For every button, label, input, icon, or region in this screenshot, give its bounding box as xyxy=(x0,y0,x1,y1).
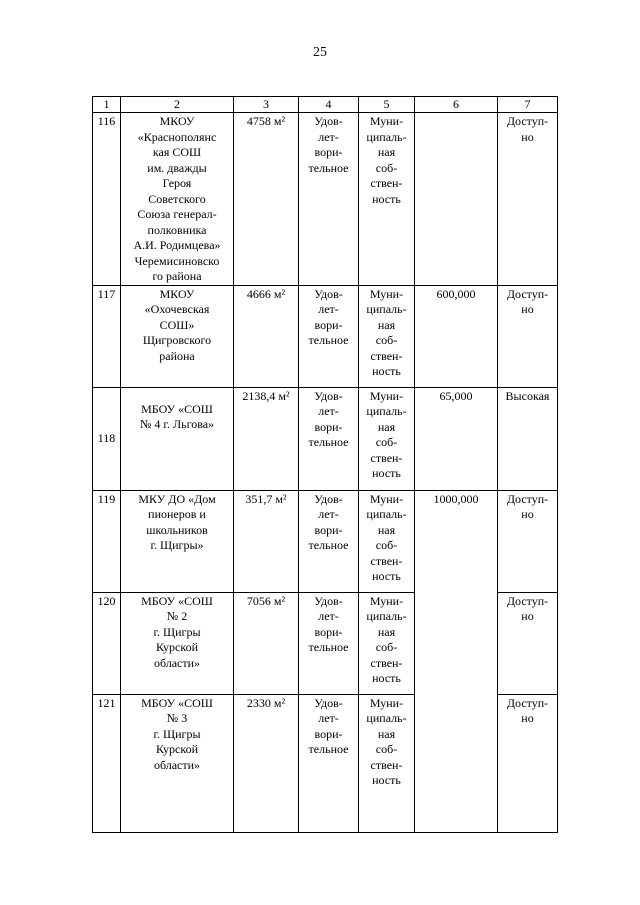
condition-value: Удов- лет- вори- тельное xyxy=(308,593,349,654)
header-cell-3: 3 xyxy=(234,97,299,113)
header-cell-2: 2 xyxy=(121,97,234,113)
row-number-cell xyxy=(93,694,121,832)
amount-value: 1000,000 xyxy=(433,491,479,506)
row-number: 116 xyxy=(97,114,116,128)
condition-cell xyxy=(299,592,359,694)
area-cell xyxy=(234,592,299,694)
institution-name-cell xyxy=(121,285,234,387)
ownership-cell xyxy=(359,285,415,387)
header-cell-1: 1 xyxy=(93,97,121,113)
ownership-cell xyxy=(359,113,415,286)
area-value: 4758 м² xyxy=(246,114,286,128)
institution-name-cell xyxy=(121,694,234,832)
ownership-cell xyxy=(359,592,415,694)
table-row xyxy=(93,113,558,286)
area-cell xyxy=(234,113,299,286)
institution-name-cell xyxy=(121,592,234,694)
area-value: 2330 м² xyxy=(246,695,286,710)
amount-value: 65,000 xyxy=(439,388,473,403)
access-value: Доступ- но xyxy=(506,491,549,521)
institution-name: МБОУ «СОШ № 2 г. Щигры Курской области» xyxy=(141,593,213,670)
header-cell-7: 7 xyxy=(498,97,558,113)
institution-name: МБОУ «СОШ № 3 г. Щигры Курской области» xyxy=(141,695,213,772)
ownership-value: Муни- ципаль- ная соб- ствен- ность xyxy=(366,114,407,206)
amount-cell xyxy=(415,387,498,490)
area-value: 2138,4 м² xyxy=(242,388,290,403)
institution-name: МКОУ «Краснополянс кая СОШ им. дважды Героя Советского Союза генерал- полковника А.И. Родимцева» Черемисиновско го района xyxy=(133,114,221,283)
condition-cell xyxy=(299,285,359,387)
condition-value: Удов- лет- вори- тельное xyxy=(308,114,349,175)
table-row xyxy=(93,387,558,490)
access-cell xyxy=(498,694,558,832)
ownership-cell xyxy=(359,694,415,832)
amount-value: 600,000 xyxy=(436,286,476,301)
area-cell xyxy=(234,285,299,387)
amount-value xyxy=(416,113,496,114)
access-cell xyxy=(498,592,558,694)
row-number: 120 xyxy=(97,593,116,608)
condition-cell xyxy=(299,113,359,286)
access-value: Доступ- но xyxy=(506,695,549,725)
condition-value: Удов- лет- вори- тельное xyxy=(308,388,349,449)
table-row xyxy=(93,490,558,592)
header-cell-6: 6 xyxy=(415,97,498,113)
access-value: Доступ- но xyxy=(506,286,549,316)
condition-cell xyxy=(299,490,359,592)
access-cell xyxy=(498,113,558,286)
amount-cell xyxy=(415,285,498,387)
row-number-cell xyxy=(93,285,121,387)
facilities-table xyxy=(92,96,558,833)
institution-name-cell xyxy=(121,387,234,490)
page-number: 25 xyxy=(313,45,327,60)
access-cell xyxy=(498,285,558,387)
ownership-cell xyxy=(359,387,415,490)
access-value: Доступ- но xyxy=(506,593,549,623)
row-number: 119 xyxy=(97,491,116,506)
access-value: Высокая xyxy=(505,388,550,403)
institution-name: МКУ ДО «Дом пионеров и школьников г. Щигры» xyxy=(138,491,216,552)
area-value: 351,7 м² xyxy=(245,491,287,506)
ownership-value: Муни- ципаль- ная соб- ствен- ность xyxy=(366,388,407,480)
condition-cell xyxy=(299,694,359,832)
condition-value: Удов- лет- вори- тельное xyxy=(308,286,349,347)
row-number-cell xyxy=(93,592,121,694)
row-number: 121 xyxy=(97,695,116,710)
area-cell xyxy=(234,490,299,592)
amount-cell xyxy=(415,490,498,832)
ownership-cell xyxy=(359,490,415,592)
institution-name-cell xyxy=(121,490,234,592)
area-value: 4666 м² xyxy=(246,286,286,301)
access-cell xyxy=(498,490,558,592)
ownership-value: Муни- ципаль- ная соб- ствен- ность xyxy=(366,593,407,685)
ownership-value: Муни- ципаль- ная соб- ствен- ность xyxy=(366,286,407,378)
condition-cell xyxy=(299,387,359,490)
institution-name: МКОУ «Охочевская СОШ» Щигровского района xyxy=(142,286,212,363)
row-number-cell xyxy=(93,387,121,490)
ownership-value: Муни- ципаль- ная соб- ствен- ность xyxy=(366,695,407,787)
access-value: Доступ- но xyxy=(506,114,549,144)
area-cell xyxy=(234,694,299,832)
ownership-value: Муни- ципаль- ная соб- ствен- ность xyxy=(366,491,407,583)
access-cell xyxy=(498,387,558,490)
area-value: 7056 м² xyxy=(246,593,286,608)
amount-cell xyxy=(415,113,498,286)
header-cell-4: 4 xyxy=(299,97,359,113)
row-number: 117 xyxy=(97,286,116,301)
row-number-cell xyxy=(93,490,121,592)
area-cell xyxy=(234,387,299,490)
table-row xyxy=(93,285,558,387)
row-number-cell xyxy=(93,113,121,286)
condition-value: Удов- лет- вори- тельное xyxy=(308,695,349,756)
header-cell-5: 5 xyxy=(359,97,415,113)
condition-value: Удов- лет- вори- тельное xyxy=(308,491,349,552)
row-number: 118 xyxy=(97,431,116,446)
header-row xyxy=(93,97,558,113)
institution-name: МБОУ «СОШ № 4 г. Льгова» xyxy=(139,401,215,431)
institution-name-cell xyxy=(121,113,234,286)
